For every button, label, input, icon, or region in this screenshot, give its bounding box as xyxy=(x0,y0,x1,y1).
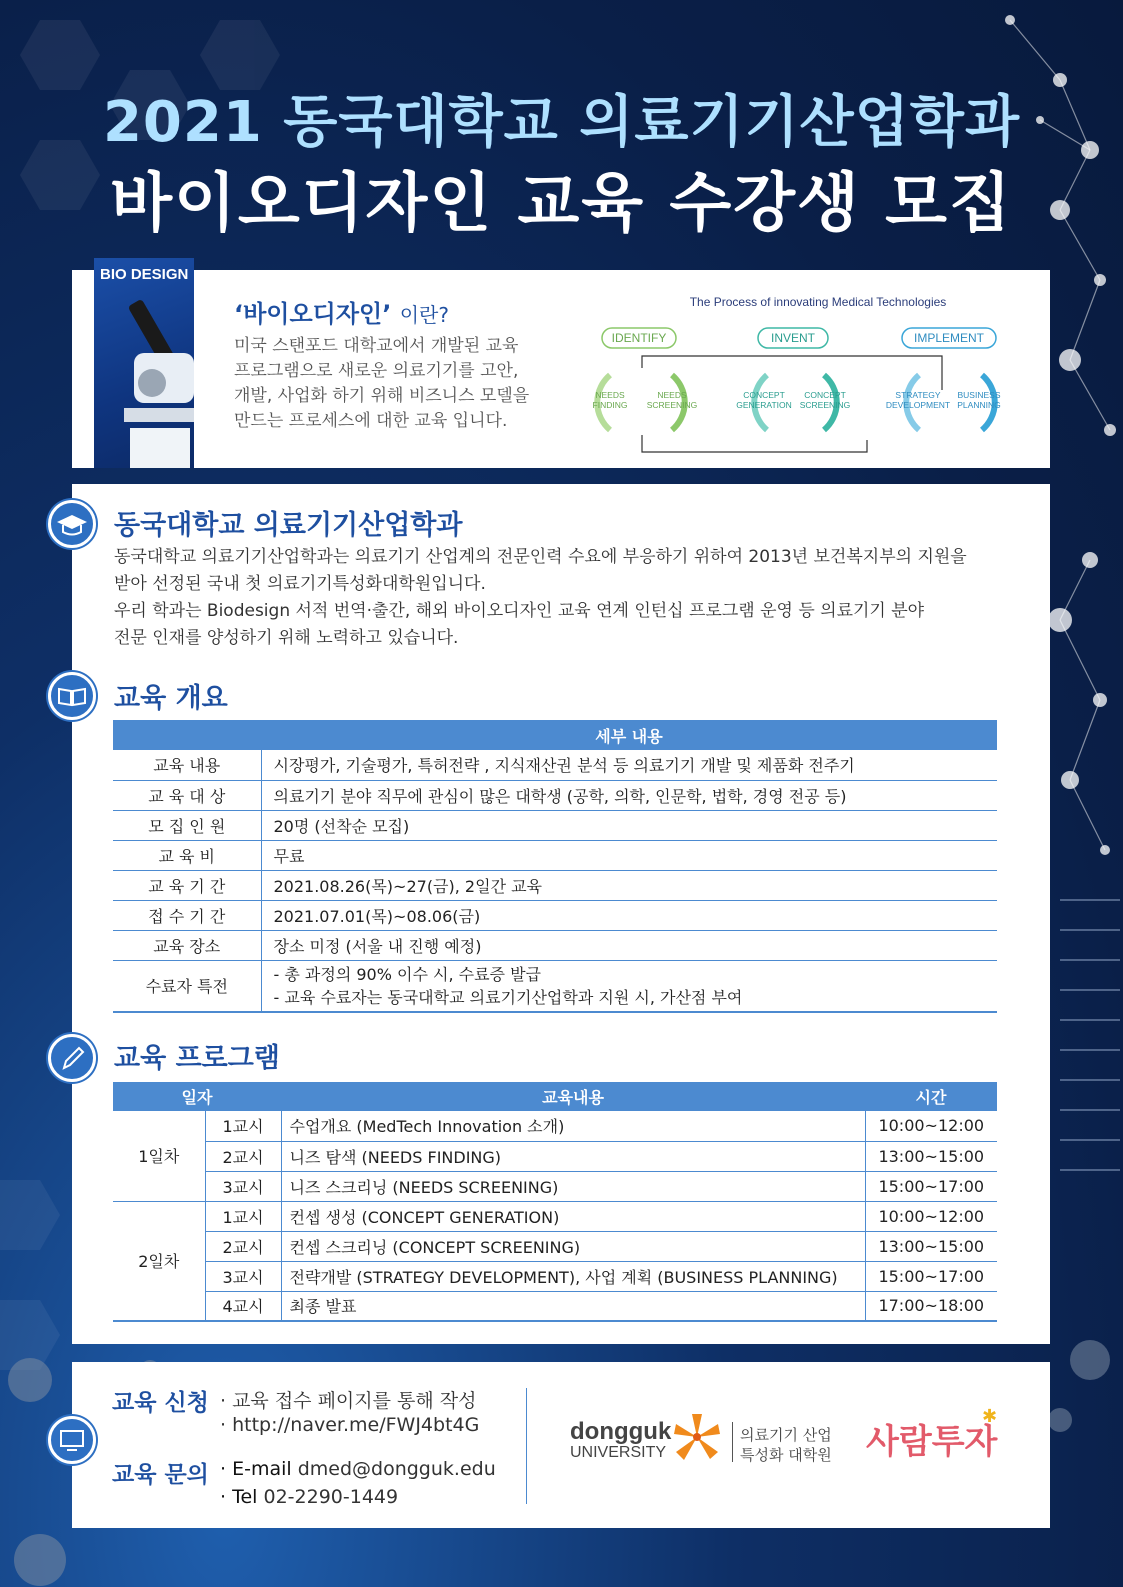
logo-university-text: UNIVERSITY xyxy=(570,1444,667,1461)
row-key: 교 육 기 간 xyxy=(113,870,261,900)
table-row xyxy=(113,960,997,1012)
time: 13:00~15:00 xyxy=(865,1231,997,1261)
row-key: 교육 장소 xyxy=(113,930,261,960)
dept-line: 동국대학교 의료기기산업학과는 의료기기 산업계의 전문인력 수요에 부응하기 위하여 2013년 보건복지부의 지원을 xyxy=(114,547,967,567)
description-line: 개발, 사업화 하기 위해 비즈니스 모델을 xyxy=(234,386,530,406)
period: 2교시 xyxy=(205,1141,281,1171)
step-label: FINDING xyxy=(592,400,628,410)
table-row xyxy=(113,1171,997,1201)
header-content: 교육내용 xyxy=(281,1082,865,1111)
content: 컨셉 생성 (CONCEPT GENERATION) xyxy=(281,1201,865,1231)
contact-label: 교육 문의 xyxy=(112,1462,209,1488)
tel-prefix: · Tel xyxy=(220,1486,258,1508)
header-time: 시간 xyxy=(865,1082,997,1111)
process-title: The Process of innovating Medical Technologies xyxy=(689,295,947,309)
pencil-icon xyxy=(48,1034,96,1082)
step-label: BUSINESS xyxy=(957,390,1001,400)
dept-line: 우리 학과는 Biodesign 서적 번역·출간, 해외 바이오디자인 교육 연계 인턴십 프로그램 운영 등 의료기기 분야 xyxy=(114,601,925,621)
biodesign-question-suffix: 이란? xyxy=(399,303,449,327)
logo-dept-line2: 특성화 대학원 xyxy=(740,1446,832,1464)
overview-header-blank xyxy=(113,720,261,750)
row-key: 교 육 비 xyxy=(113,840,261,870)
overview-header: 세부 내용 xyxy=(261,720,997,750)
biodesign-description xyxy=(234,334,554,434)
star-icon: ✱ xyxy=(982,1406,998,1427)
logo-divider xyxy=(732,1422,733,1462)
time: 13:00~15:00 xyxy=(865,1141,997,1171)
bio-design-label: BIO DESIGN xyxy=(100,266,189,283)
logo-dept-line1: 의료기기 산업 xyxy=(740,1426,832,1444)
biodesign-panel xyxy=(72,266,1050,468)
description-line: 미국 스탠포드 대학교에서 개발된 교육 xyxy=(234,336,519,356)
dept-line: 받아 선정된 국내 첫 의료기기특성화대학원입니다. xyxy=(114,574,486,594)
row-value: 의료기기 분야 직무에 관심이 많은 대학생 (공학, 의학, 인문학, 법학, 경영 전공 등) xyxy=(261,780,997,810)
email-prefix: · E-mail xyxy=(220,1458,292,1480)
table-row xyxy=(113,1111,997,1141)
step-label: DEVELOPMENT xyxy=(885,400,951,410)
monitor-icon xyxy=(48,1416,96,1464)
time: 15:00~17:00 xyxy=(865,1261,997,1291)
table-row xyxy=(113,1201,997,1231)
content: 니즈 스크리닝 (NEEDS SCREENING) xyxy=(281,1171,865,1201)
apply-link[interactable]: · http://naver.me/FWJ4bt4G xyxy=(220,1414,480,1436)
benefit-line: - 총 과정의 90% 이수 시, 수료증 발급 xyxy=(273,964,541,984)
step-label: SCREENING xyxy=(646,400,698,410)
time: 15:00~17:00 xyxy=(865,1171,997,1201)
content: 수업개요 (MedTech Innovation 소개) xyxy=(281,1111,865,1141)
table-row xyxy=(113,750,997,780)
content: 최종 발표 xyxy=(281,1291,865,1321)
title-line2: 바이오디자인 교육 수강생 모집 xyxy=(110,167,1013,241)
row-value: 시장평가, 기술평가, 특허전략 , 지식재산권 분석 등 의료기기 개발 및 제품화 전주기 xyxy=(261,750,997,780)
time: 10:00~12:00 xyxy=(865,1111,997,1141)
day-label: 2일차 xyxy=(113,1201,205,1321)
phase-identify: IDENTIFY xyxy=(611,331,667,345)
time: 10:00~12:00 xyxy=(865,1201,997,1231)
time: 17:00~18:00 xyxy=(865,1291,997,1321)
step-label: GENERATION xyxy=(736,400,792,410)
row-key: 접 수 기 간 xyxy=(113,900,261,930)
connector-top xyxy=(642,356,942,390)
description-line: 프로그램으로 새로운 의료기기를 고안, xyxy=(234,361,519,381)
tel-number: 02-2290-1449 xyxy=(263,1486,399,1508)
phase-invent: INVENT xyxy=(770,331,816,345)
content: 전략개발 (STRATEGY DEVELOPMENT), 사업 계획 (BUSINESS PLANNING) xyxy=(281,1261,865,1291)
logo-dongguk-text: dongguk xyxy=(570,1418,672,1445)
process-diagram xyxy=(562,280,1042,460)
step-label: CONCEPT xyxy=(804,390,846,400)
table-row xyxy=(113,900,997,930)
row-value: 20명 (선착순 모집) xyxy=(261,810,997,840)
dept-description xyxy=(114,544,1014,652)
table-row xyxy=(113,1291,997,1321)
period: 2교시 xyxy=(205,1231,281,1261)
email-link[interactable]: dmed@dongguk.edu xyxy=(297,1458,496,1480)
row-value: 장소 미정 (서울 내 진행 예정) xyxy=(261,930,997,960)
header-day: 일자 xyxy=(113,1082,281,1111)
row-key: 교 육 대 상 xyxy=(113,780,261,810)
day-label: 1일차 xyxy=(113,1111,205,1201)
table-row xyxy=(113,1141,997,1171)
table-row xyxy=(113,810,997,840)
row-value: 무료 xyxy=(261,840,997,870)
step-label: CONCEPT xyxy=(743,390,785,400)
row-key: 교육 내용 xyxy=(113,750,261,780)
graduation-cap-icon xyxy=(48,500,96,548)
email-line xyxy=(220,1458,496,1480)
program-table xyxy=(113,1082,997,1322)
footer-divider xyxy=(526,1388,527,1504)
step-label: SCREENING xyxy=(799,400,851,410)
microscope-icon xyxy=(94,258,194,468)
overview-section-title: 교육 개요 xyxy=(114,683,228,714)
dongguk-flower-icon xyxy=(672,1412,722,1462)
dept-line: 전문 인재를 양성하기 위해 노력하고 있습니다. xyxy=(114,628,459,648)
period: 4교시 xyxy=(205,1291,281,1321)
table-row xyxy=(113,840,997,870)
step-label: STRATEGY xyxy=(895,390,941,400)
title-line1: 2021 동국대학교 의료기기산업학과 xyxy=(102,90,1021,155)
content: 컨셉 스크리닝 (CONCEPT SCREENING) xyxy=(281,1231,865,1261)
description-line: 만드는 프로세스에 대한 교육 입니다. xyxy=(234,411,508,431)
row-key: 모 집 인 원 xyxy=(113,810,261,840)
connector-bottom xyxy=(642,435,867,452)
saram-investment-logo: 사람투자 xyxy=(866,1422,998,1462)
apply-label: 교육 신청 xyxy=(112,1390,209,1416)
table-row xyxy=(113,1261,997,1291)
row-value: 2021.08.26(목)~27(금), 2일간 교육 xyxy=(261,870,997,900)
step-label: NEEDS xyxy=(595,390,625,400)
overview-table xyxy=(113,720,997,1013)
step-label: NEEDS xyxy=(657,390,687,400)
period: 3교시 xyxy=(205,1261,281,1291)
table-row xyxy=(113,780,997,810)
biodesign-question-term: ‘바이오디자인’ xyxy=(234,300,392,328)
apply-line1: · 교육 접수 페이지를 통해 작성 xyxy=(220,1390,477,1412)
book-icon xyxy=(48,672,96,720)
benefit-line: - 교육 수료자는 동국대학교 의료기기산업학과 지원 시, 가산점 부여 xyxy=(273,987,743,1007)
footer-panel xyxy=(72,1362,1050,1528)
dept-section-title: 동국대학교 의료기기산업학과 xyxy=(114,510,463,541)
step-label: PLANNING xyxy=(957,400,1001,410)
biodesign-question xyxy=(234,294,449,329)
table-row xyxy=(113,1231,997,1261)
period: 1교시 xyxy=(205,1201,281,1231)
phase-implement: IMPLEMENT xyxy=(913,331,985,345)
program-section-title: 교육 프로그램 xyxy=(114,1043,280,1074)
tel-line xyxy=(220,1486,398,1508)
row-value xyxy=(261,960,997,1012)
table-row xyxy=(113,870,997,900)
row-key: 수료자 특전 xyxy=(113,960,261,1012)
table-row xyxy=(113,930,997,960)
content: 니즈 탐색 (NEEDS FINDING) xyxy=(281,1141,865,1171)
period: 1교시 xyxy=(205,1111,281,1141)
microscope-image xyxy=(94,258,194,468)
period: 3교시 xyxy=(205,1171,281,1201)
row-value: 2021.07.01(목)~08.06(금) xyxy=(261,900,997,930)
